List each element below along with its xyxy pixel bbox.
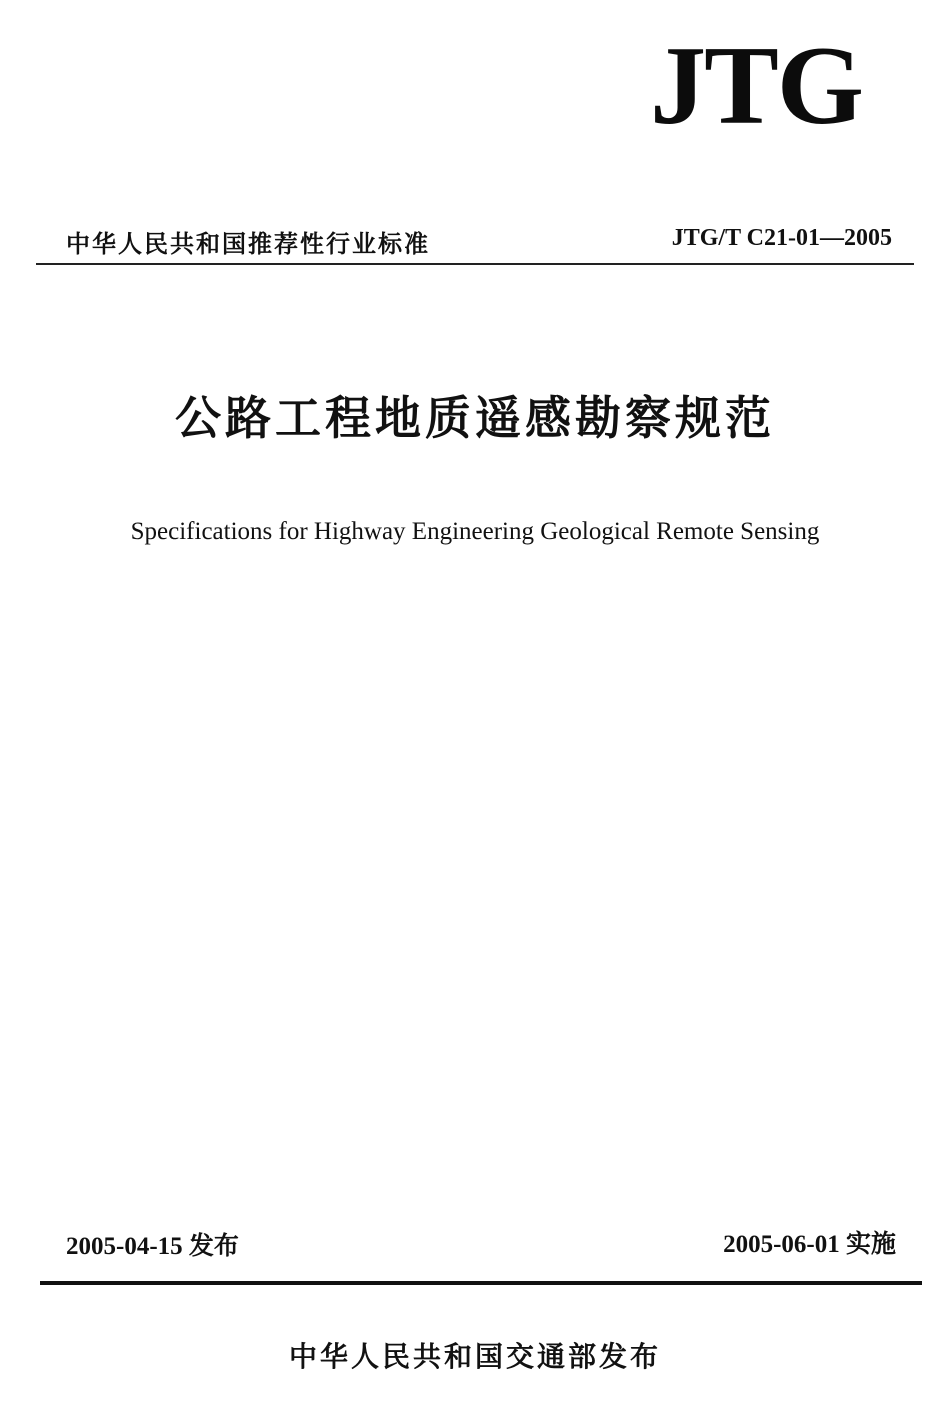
jtg-logo: JTG <box>650 24 862 148</box>
issue-date-line <box>66 1226 239 1262</box>
title-english: Specifications for Highway Engineering Geological Remote Sensing <box>130 518 820 545</box>
standard-type: 中华人民共和国推荐性行业标准 <box>66 230 430 258</box>
issue-label: 发布 <box>188 1231 239 1260</box>
footer-divider <box>40 1281 922 1285</box>
effective-date-line <box>723 1224 896 1260</box>
publisher: 中华人民共和国交通部发布 <box>288 1340 661 1373</box>
effective-label: 实施 <box>845 1229 896 1258</box>
effective-date: 2005-06-01 <box>723 1231 840 1258</box>
standard-header <box>36 224 914 260</box>
standard-code: JTG/T C21-01—2005 <box>671 225 892 251</box>
issue-date: 2005-04-15 <box>66 1233 183 1260</box>
header-divider <box>36 263 914 265</box>
title-chinese: 公路工程地质遥感勘察规范 <box>175 391 775 445</box>
